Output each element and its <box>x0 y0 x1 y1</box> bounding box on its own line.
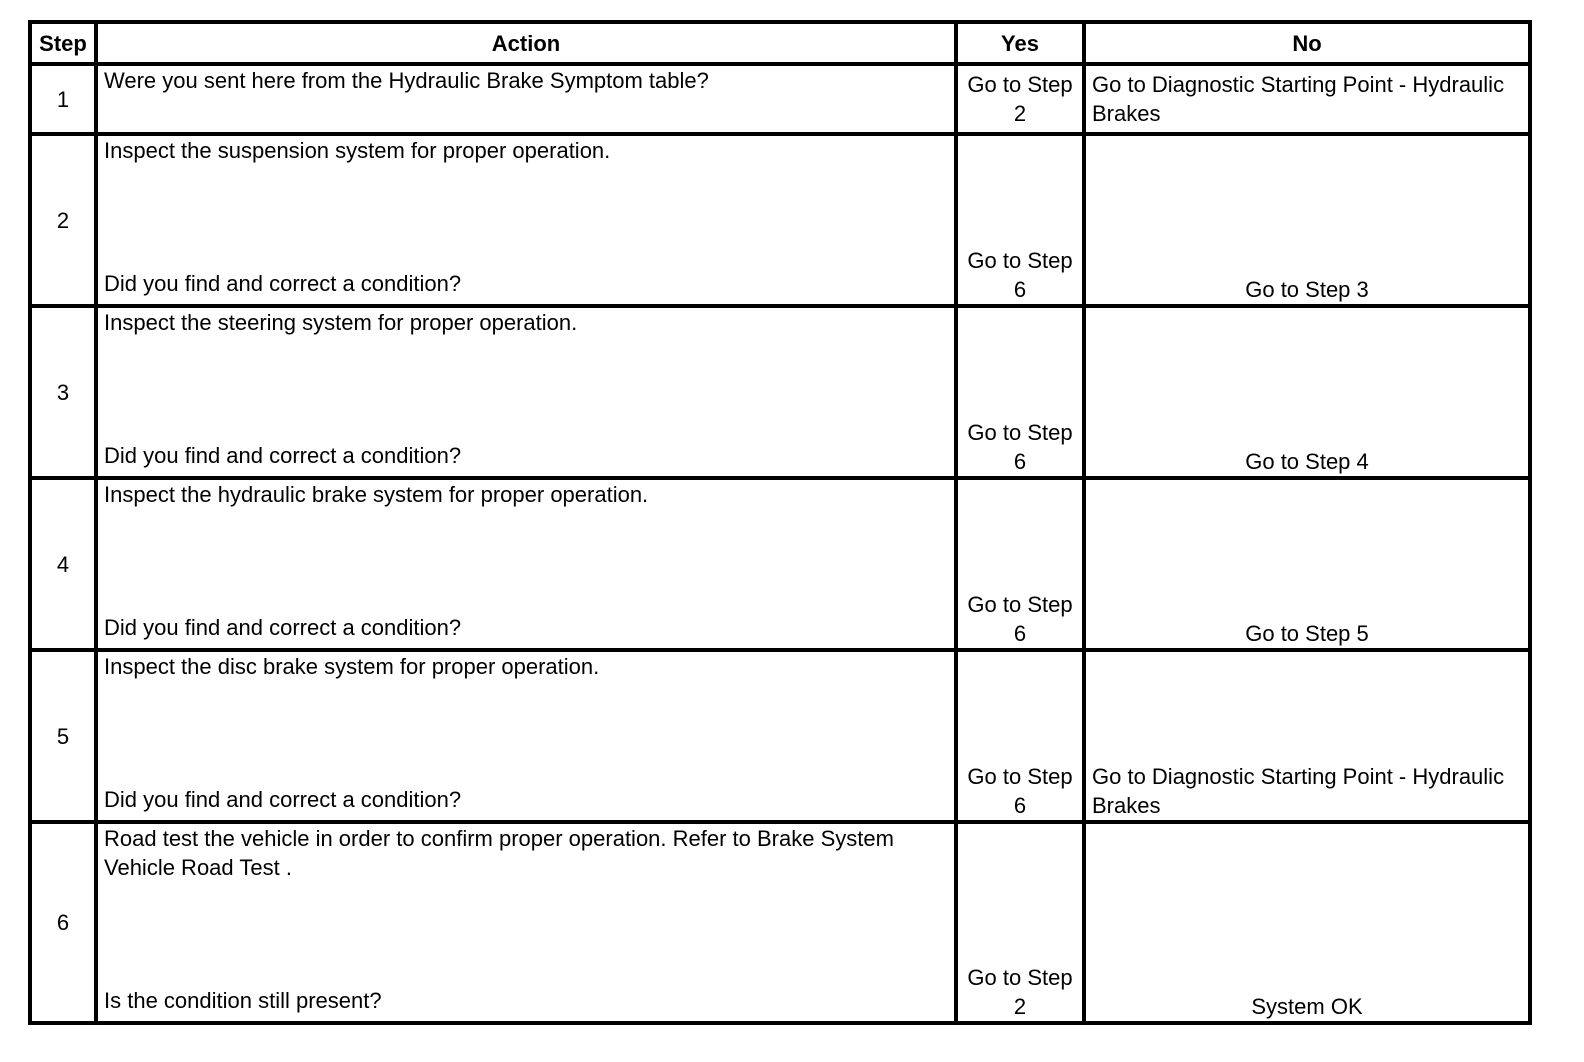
yes-link[interactable]: Go to Step 6 <box>967 420 1073 474</box>
table-row <box>30 650 1530 822</box>
yes-link[interactable]: Go to Step 2 <box>967 965 1073 1019</box>
table-row <box>30 306 1530 478</box>
yes-cell <box>956 478 1084 650</box>
yes-cell <box>956 64 1084 134</box>
no-link[interactable]: Go to Step 3 <box>1245 277 1369 302</box>
step-number: 2 <box>30 134 96 306</box>
yes-link[interactable]: Go to Step 6 <box>967 592 1073 646</box>
no-cell <box>1084 64 1530 134</box>
yes-cell <box>956 306 1084 478</box>
no-cell <box>1084 134 1530 306</box>
action-instruction: Inspect the steering system for proper operation. <box>104 310 578 335</box>
step-number: 3 <box>30 306 96 478</box>
action-question: Did you find and correct a condition? <box>104 787 462 812</box>
action-text: Were you sent here from the Hydraulic Brake Symptom table? <box>104 68 709 93</box>
table-row <box>30 64 1530 134</box>
yes-link[interactable]: Go to Step 2 <box>967 72 1073 126</box>
no-link[interactable]: Go to Step 4 <box>1245 449 1369 474</box>
yes-cell <box>956 650 1084 822</box>
action-question: Did you find and correct a condition? <box>104 271 462 296</box>
action-cell <box>96 650 956 822</box>
no-link[interactable]: Go to Step 5 <box>1245 621 1369 646</box>
no-cell <box>1084 306 1530 478</box>
header-row <box>30 22 1530 64</box>
yes-link[interactable]: Go to Step 6 <box>967 248 1073 302</box>
header-step: Step <box>30 22 96 64</box>
action-instruction: Inspect the hydraulic brake system for proper operation. <box>104 482 649 507</box>
table-row <box>30 478 1530 650</box>
header-no: No <box>1084 22 1530 64</box>
action-instruction: Inspect the suspension system for proper operation. <box>104 138 611 163</box>
action-cell <box>96 822 956 1023</box>
no-cell <box>1084 822 1530 1023</box>
action-cell <box>96 478 956 650</box>
yes-cell <box>956 822 1084 1023</box>
header-action: Action <box>96 22 956 64</box>
step-number: 5 <box>30 650 96 822</box>
no-cell <box>1084 478 1530 650</box>
step-number: 6 <box>30 822 96 1023</box>
header-yes: Yes <box>956 22 1084 64</box>
yes-link[interactable]: Go to Step 6 <box>967 764 1073 818</box>
action-question: Did you find and correct a condition? <box>104 443 462 468</box>
action-cell <box>96 134 956 306</box>
table-row <box>30 822 1530 1023</box>
table-row <box>30 134 1530 306</box>
action-question: Is the condition still present? <box>104 988 382 1013</box>
action-cell <box>96 306 956 478</box>
action-cell <box>96 64 956 134</box>
no-link[interactable]: Go to Diagnostic Starting Point - Hydraulic Brakes <box>1092 764 1505 818</box>
step-number: 1 <box>30 64 96 134</box>
step-number: 4 <box>30 478 96 650</box>
action-instruction: Road test the vehicle in order to confirm proper operation. Refer to Brake System Vehicle Road Test . <box>104 826 894 880</box>
yes-cell <box>956 134 1084 306</box>
action-question: Did you find and correct a condition? <box>104 615 462 640</box>
no-link[interactable]: System OK <box>1251 994 1363 1019</box>
no-link[interactable]: Go to Diagnostic Starting Point - Hydraulic Brakes <box>1092 72 1505 126</box>
diagnostic-table <box>28 20 1532 1025</box>
action-instruction: Inspect the disc brake system for proper operation. <box>104 654 600 679</box>
no-cell <box>1084 650 1530 822</box>
